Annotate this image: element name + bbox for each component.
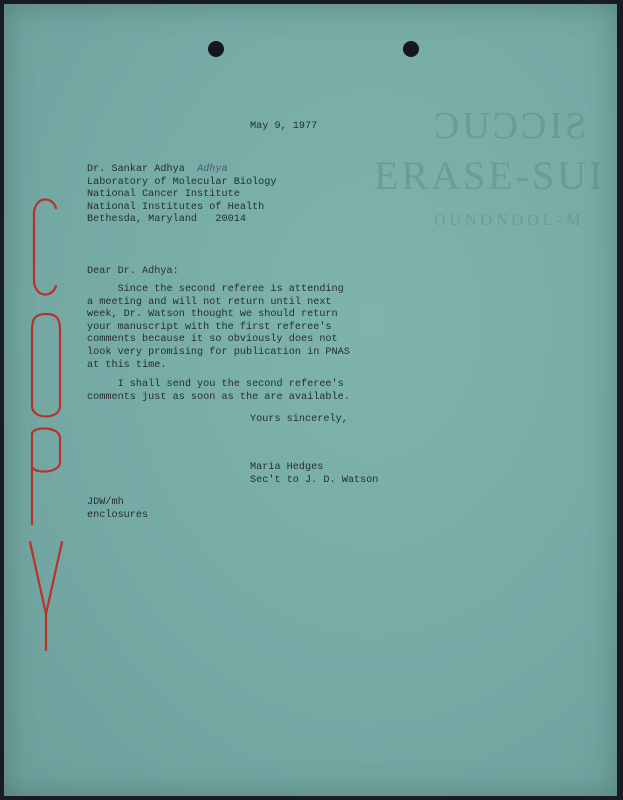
punch-hole-left xyxy=(208,41,224,57)
reference-block xyxy=(87,497,148,522)
handwritten-correction: Adhya xyxy=(197,164,228,175)
body-paragraph-1: Since the second referee is attending a meeting and will not return until next week, Dr. Watson thought we should return your manuscript with the first referee's comments because it so obviously does not look very promising for publication in PNAS at this time. xyxy=(87,284,350,371)
reference-initials: JDW/mh xyxy=(87,497,124,508)
address-line: Laboratory of Molecular Biology xyxy=(87,176,277,188)
punch-hole-right xyxy=(403,41,419,57)
address-line: Bethesda, Maryland 20014 xyxy=(87,214,246,226)
enclosures-note: enclosures xyxy=(87,509,149,521)
copy-stamp-letter-c xyxy=(34,199,56,294)
bleed-through-text: ERASE-SUI xyxy=(374,153,606,198)
body-paragraph-2: I shall send you the second referee's comments just as soon as the are available. xyxy=(87,379,350,403)
closing: Yours sincerely, xyxy=(250,414,348,425)
bleed-through-text: OUNONOOL-M xyxy=(434,212,585,229)
copy-stamp-letter-o xyxy=(32,314,60,417)
bleed-through-text: ƆUϽϽIƧ xyxy=(434,105,590,147)
salutation: Dear Dr. Adhya: xyxy=(87,266,179,277)
address-line: National Institutes of Health xyxy=(87,201,265,213)
signature-block xyxy=(250,462,378,487)
address-line: National Cancer Institute xyxy=(87,189,240,201)
signer-name: Maria Hedges xyxy=(250,462,324,473)
recipient-address xyxy=(87,164,277,227)
letter-page xyxy=(4,4,617,796)
signer-title: Sec't to J. D. Watson xyxy=(250,474,379,486)
copy-stamp-letter-y xyxy=(30,542,62,650)
copy-stamp-letter-p xyxy=(32,428,60,524)
copy-stamp xyxy=(26,194,66,654)
letter-date: May 9, 1977 xyxy=(250,121,318,132)
recipient-name: Dr. Sankar Adhya xyxy=(87,164,185,175)
